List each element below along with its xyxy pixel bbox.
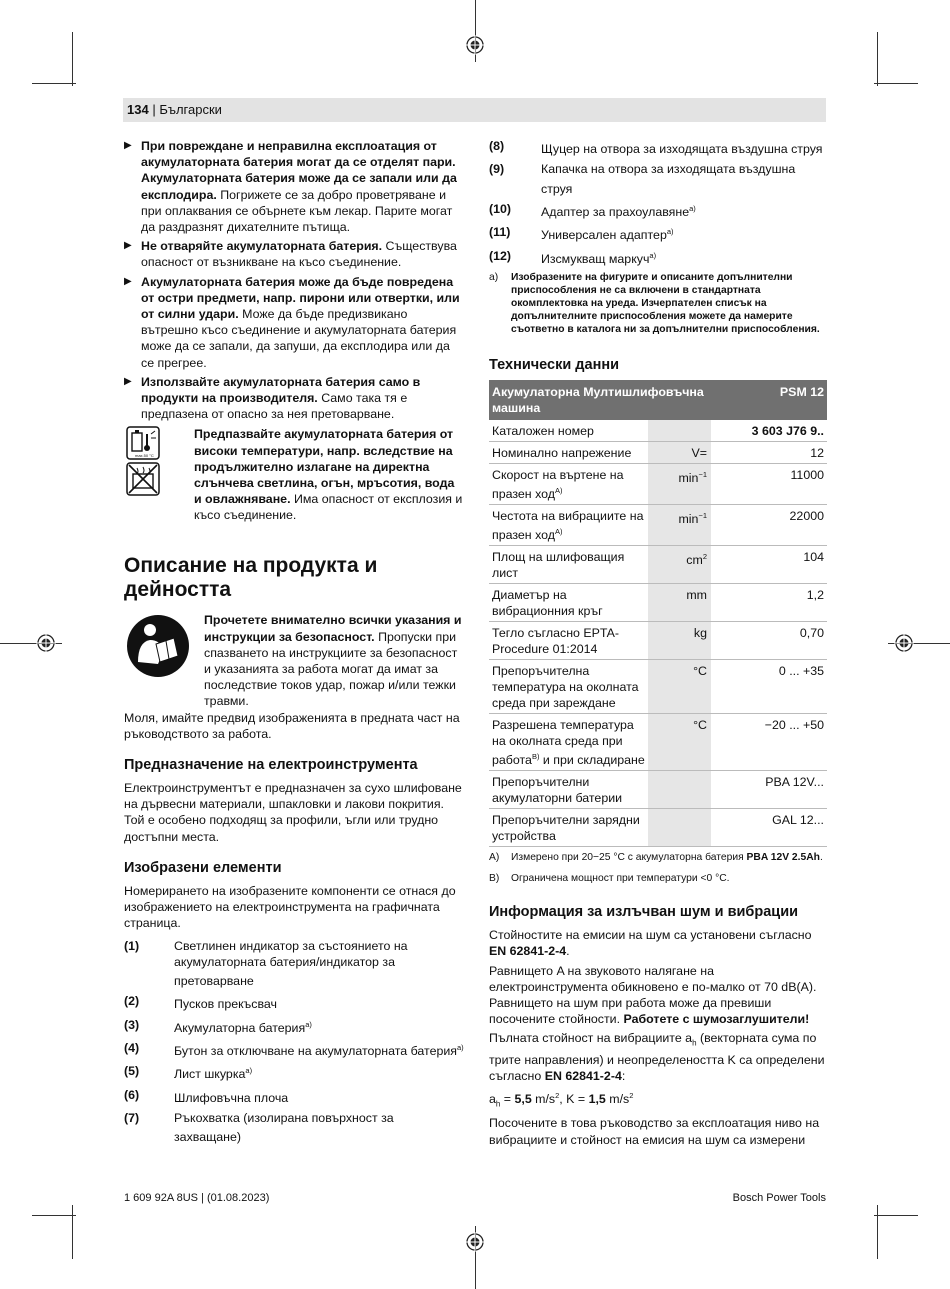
read-manual-icon [126, 614, 190, 678]
table-row [489, 660, 827, 714]
list-item: (6) Шлифовъчна плоча [124, 1087, 289, 1105]
row-label: Разрешена температура на околната среда при работа$^{B)}$ и при складиране [489, 714, 648, 771]
row-unit: $cm^2$ [648, 546, 711, 584]
row-unit [648, 420, 711, 442]
table-row [489, 441, 827, 463]
row-label: Тегло съгласно EPTA-Procedure 01:2014 [489, 622, 648, 660]
list-item: (3) Акумулаторна батерия$^{a)}$ [124, 1017, 312, 1035]
table-row [489, 771, 827, 809]
temperature-label: max.50 °C [135, 453, 154, 459]
row-value: 11000 [711, 463, 827, 504]
safety-bullet: ▶ Акумулаторната батерия може да бъде повредена от остри предмети, напр. пирони или отвертки, или от силни удари. Може да бъде предизвикано вътрешно късо съединение и акумулаторната батерия може да се запали, да запуши, да експлодира или да се прегрее. [124, 274, 464, 371]
row-unit: $\min^{-1}$ [648, 463, 711, 504]
page-number: 134 [127, 102, 149, 117]
table-row [489, 622, 827, 660]
table-row [489, 420, 827, 442]
noise-title: Информация за излъчван шум и вибрации [489, 904, 799, 921]
safety-bullet: ▶ При повреждане и неправилна експлоатация от акумулаторната батерия могат да се отделят пари. Акумулаторната батерия може да се запали или да експлодира. Погрижете се за добро проветряване и при оплаквания се обърнете към лекар. Парите могат да раздразнят дихателните пътища. [124, 138, 464, 235]
vibration-note: Посочените в това ръководство за експлоатация ниво на вибрациите и стойност на емисия на шум са измерени [489, 1116, 820, 1147]
row-value: 0 ... +35 [711, 660, 827, 714]
accessory-footnote: a) Изобразените на фигурите и описаните допълнителни приспособления не са включени в стандартната окомплектовка на уреда. Изчерпателен списък на допълнителните приспособления можете да намерите съответно в каталога ни за допълнителни приспособления. [489, 271, 820, 335]
list-item: (10) Адаптер за прахоулавяне$^{a)}$ [489, 201, 696, 219]
row-label: Препоръчителна температура на околната среда при зареждане [489, 660, 648, 714]
table-row [489, 546, 827, 584]
page-header: 134 | Български [123, 98, 826, 122]
row-value: 1,2 [711, 584, 827, 622]
crop-mark [874, 1215, 918, 1216]
row-unit [648, 771, 711, 809]
list-item: (1) Светлинен индикатор за състоянието на акумулаторната батерия/индикатор за претоварване [124, 938, 408, 989]
registration-mark-icon [36, 633, 56, 653]
row-label: Скорост на въртене на празен ход$^{A)}$ [489, 463, 648, 504]
list-item: (4) Бутон за отключване на акумулаторната батерия$^{a)}$ [124, 1040, 464, 1059]
crop-mark [877, 32, 878, 86]
right-column [489, 138, 827, 1151]
section-title: Описание на продукта и дейността [124, 554, 378, 602]
no-water-icon [126, 462, 160, 496]
row-label: Номинално напрежение [489, 441, 648, 463]
row-label: Каталожен номер [489, 420, 648, 442]
list-item: (2) Пусков прекъсвач [124, 994, 278, 1012]
crop-mark [72, 32, 73, 86]
crop-mark [72, 1205, 73, 1259]
row-unit: V= [648, 441, 711, 463]
tech-title: Технически данни [489, 356, 619, 373]
tech-data-table [489, 380, 827, 847]
row-value: 0,70 [711, 622, 827, 660]
read-instructions-notice: Прочетете внимателно всички указания и инструкции за безопасност. Пропуски при спазването на инструкциите за безопасност и указанията за работа могат да имат за последствие токов удар, пожар и/или тежки травми. [124, 612, 464, 709]
table-row [489, 714, 827, 771]
row-unit: $\min^{-1}$ [648, 504, 711, 545]
vibration-text: Пълната стойност на вибрациите $a_h$ (векторната сума по трите направления) и неопределеността K са определени съгласно EN 62841-2-4: [489, 1031, 825, 1084]
table-row [489, 504, 827, 545]
images-note: Моля, имайте предвид изображенията в предната част на ръководството за работа. [124, 710, 460, 741]
row-value: 12 [711, 441, 827, 463]
list-item: (5) Лист шкурка$^{a)}$ [124, 1064, 253, 1082]
list-item: (7) Ръкохватка (изолирана повърхност за захващане) [124, 1110, 394, 1145]
row-label: Препоръчителни зарядни устройства [489, 809, 648, 847]
noise-text: Стойностите на емисии на шум са установени съгласно EN 62841-2-4. [489, 928, 812, 959]
row-value: GAL 12... [711, 809, 827, 847]
row-unit: °C [648, 714, 711, 771]
heat-warning: max.50 °C Предпазвайте акумулаторната батерия от високи температури, напр. вследствие на продължително излагане на директна слънчева светлина, огън, мръсотия, вода и овлажняване. Има опасност от експлозия и късо съединение. [124, 426, 464, 526]
row-label: Честота на вибрациите на празен ход$^{A)}$ [489, 504, 648, 545]
page-language: Български [159, 102, 222, 117]
table-row [489, 463, 827, 504]
row-value: −20 ... +50 [711, 714, 827, 771]
row-value: 104 [711, 546, 827, 584]
crop-mark [877, 1205, 878, 1259]
row-label: Диаметър на вибрационния кръг [489, 584, 648, 622]
table-header: Акумулаторна Мултишлифовъчна машина PSM 12 [489, 380, 827, 420]
registration-mark-icon [465, 35, 485, 55]
row-unit: kg [648, 622, 711, 660]
safety-bullet: ▶ Не отваряйте акумулаторната батерия. Съществува опасност от възникване на късо съединение. [124, 238, 464, 270]
table-row [489, 584, 827, 622]
row-value: 22000 [711, 504, 827, 545]
list-item: (9) Капачка на отвора за изходящата въздушна струя [489, 162, 796, 196]
row-unit: mm [648, 584, 711, 622]
list-item: (12) Изсмукващ маркуч$^{a)}$ [489, 248, 657, 266]
row-value: PBA 12V... [711, 771, 827, 809]
crop-mark [32, 83, 76, 84]
crop-mark [874, 83, 918, 84]
table-footnote: B) Ограничена мощност при температури <0 °C. [489, 873, 730, 885]
crop-mark [32, 1215, 76, 1216]
left-column [124, 138, 464, 1149]
table-footnote: A) Измерено при 20−25 °C с акумулаторна батерия PBA 12V 2.5Ah. [489, 852, 823, 864]
row-unit [648, 809, 711, 847]
vibration-formula: $a_h = 5,5$ $m/s^2$, K = 1,5 $m/s^2$ [489, 1090, 634, 1109]
purpose-title: Предназначение на електроинструмента [124, 757, 418, 774]
elements-intro: Номерирането на изобразените компоненти се отнася до изображението на електроинструмента на графичната страница. [124, 883, 456, 931]
footer-right: Bosch Power Tools [732, 1192, 826, 1204]
list-item: (11) Универсален адаптер$^{a)}$ [489, 225, 674, 243]
safety-bullet: ▶ Използвайте акумулаторната батерия само в продукти на производителя. Само така тя е предпазена от опасно за нея претоварване. [124, 374, 464, 423]
registration-mark-icon [465, 1232, 485, 1252]
registration-mark-icon [894, 633, 914, 653]
footer-left: 1 609 92A 8US | (01.08.2023) [124, 1192, 270, 1204]
purpose-text: Електроинструментът е предназначен за сухо шлифоване на дървесни материали, шпакловки и лакови покрития. Той е особено подходящ за профили, ъгли или трудно достъпни места. [124, 781, 462, 844]
elements-title: Изобразени елементи [124, 859, 282, 876]
table-row [489, 809, 827, 847]
noise-level-text: Равнището A на звуковото налягане на електроинструмента обикновено е по-малко от 70 dB(A). Равнището на шум при работа може да превиши посочените стойности. Работете с шумозаглушители! [489, 963, 817, 1027]
row-label: Препоръчителни акумулаторни батерии [489, 771, 648, 809]
row-label: Площ на шлифоващия лист [489, 546, 648, 584]
list-item: (8) Щуцер на отвора за изходящата въздушна струя [489, 139, 823, 157]
row-unit: °C [648, 660, 711, 714]
row-value: 3 603 J76 9.. [711, 420, 827, 442]
